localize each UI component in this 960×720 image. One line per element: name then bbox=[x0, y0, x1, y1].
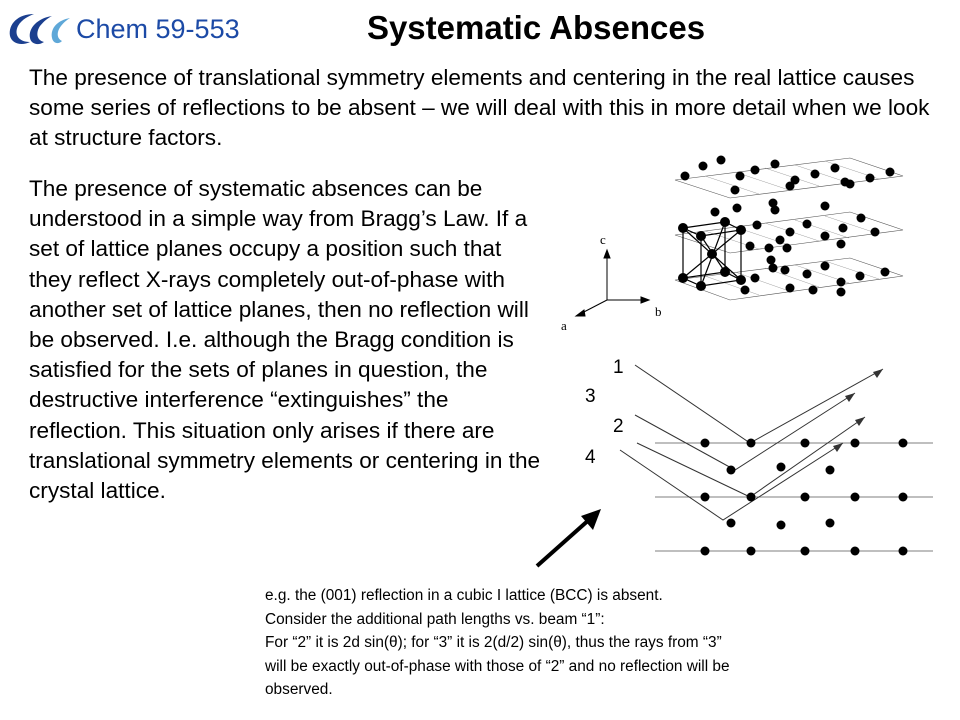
intro-paragraph: The presence of translational symmetry elements and centering in the real lattice causes some series of reflections to be absent – we will deal with this in more detail when we look at structure factors. bbox=[29, 65, 930, 150]
note-line-3: For “2” it is 2d sin(θ); for “3” it is 2(d/2) sin(θ), thus the rays from “3” bbox=[265, 634, 722, 652]
note-line-5: observed. bbox=[265, 681, 333, 699]
lattice-diagram bbox=[545, 150, 945, 350]
note-line-4: will be exactly out-of-phase with those of “2” and no reflection will be bbox=[265, 657, 730, 675]
note-line-2: Consider the additional path lengths vs. beam “1”: bbox=[265, 610, 605, 628]
bragg-diagram bbox=[575, 345, 960, 570]
body-paragraph: The presence of systematic absences can be understood in a simple way from Bragg’s Law. If a set of lattice planes occupy a position such that they reflect X-rays completely out-of-phase with another set of lattice planes, then no reflection will be observed. I.e. although the Bragg condition is satisfied for the sets of planes in question, the destructive interference “extinguishes” the reflection. This situation only arises if there are translational symmetry elements or centering in the crystal lattice. bbox=[29, 176, 541, 504]
slide-title: Systematic Absences bbox=[366, 9, 706, 46]
axis-b-label: b bbox=[655, 304, 662, 319]
axis-a-label: a bbox=[561, 318, 567, 333]
course-code: Chem 59-553 bbox=[76, 14, 240, 44]
beam-1-label: 1 bbox=[613, 357, 624, 378]
example-note bbox=[265, 584, 945, 702]
university-logo-icon bbox=[4, 10, 72, 48]
beam-4-label: 4 bbox=[585, 447, 596, 468]
beam-3-label: 3 bbox=[585, 386, 596, 407]
axis-arrows bbox=[576, 250, 649, 316]
note-line-1: e.g. the (001) reflection in a cubic I lattice (BCC) is absent. bbox=[265, 587, 663, 604]
lattice-plane-lines bbox=[655, 443, 933, 551]
beam-2-label: 2 bbox=[613, 416, 624, 437]
axis-c-label: c bbox=[600, 232, 606, 247]
